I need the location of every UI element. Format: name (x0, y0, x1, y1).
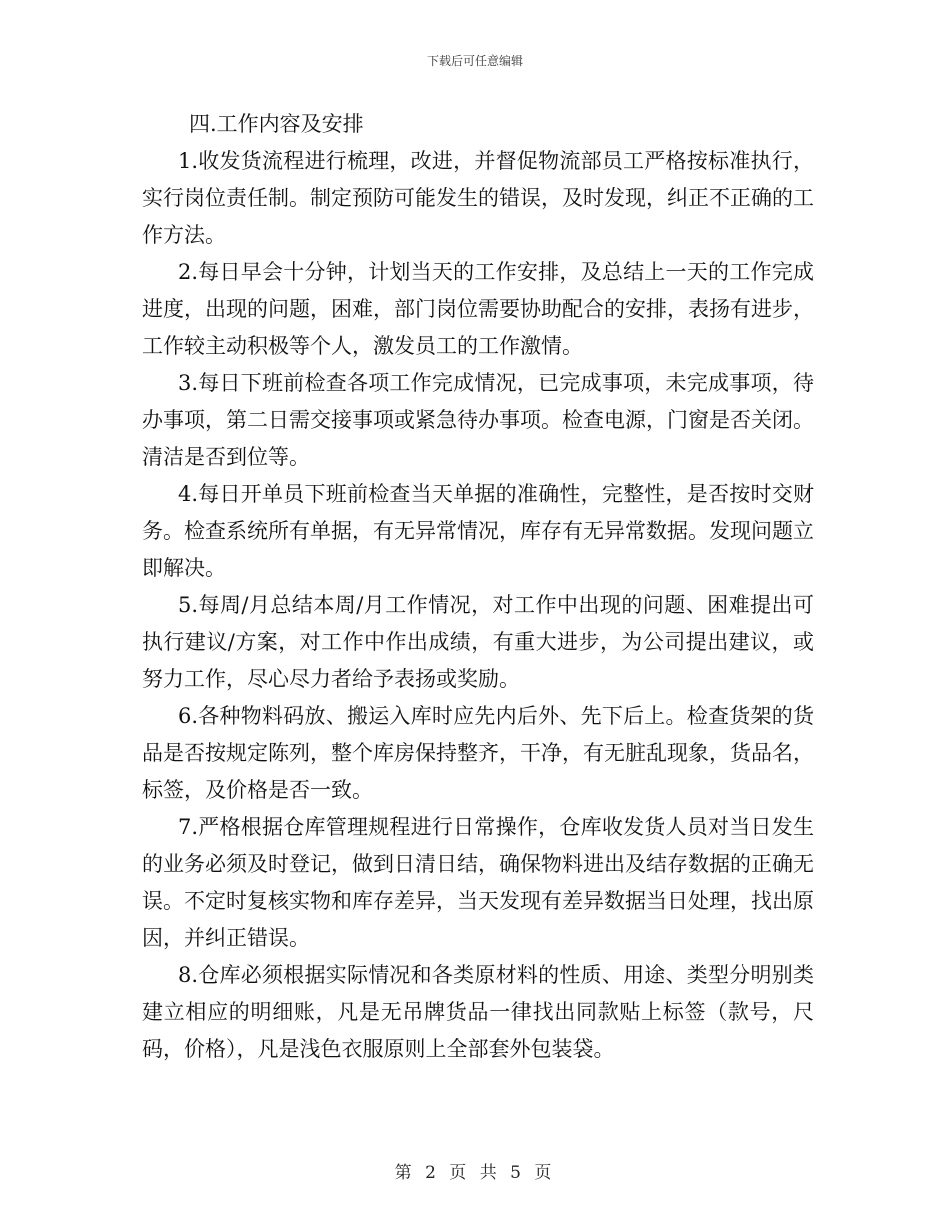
header-note: 下载后可任意编辑 (426, 54, 523, 68)
document-body (142, 106, 814, 1068)
section-title: 四.工作内容及安排 (189, 112, 364, 136)
paragraph-3: 3.每日下班前检查各项工作完成情况，已完成事项，未完成事项，待办事项，第二日需交接事项或紧急待办事项。检查电源，门窗是否关闭。清洁是否到位等。 (142, 371, 814, 469)
paragraph-1: 1.收发货流程进行梳理，改进，并督促物流部员工严格按标准执行，实行岗位责任制。制定预防可能发生的错误，及时发现，纠正不正确的工作方法。 (142, 149, 814, 247)
page-number-footer: 第 2 页 共 5 页 (394, 1163, 556, 1183)
paragraph-8: 8.仓库必须根据实际情况和各类原材料的性质、用途、类型分明别类建立相应的明细账，凡是无吊牌货品一律找出同款贴上标签（款号，尺码，价格），凡是浅色衣服原则上全部套外包装袋。 (142, 963, 814, 1061)
paragraph-7: 7.严格根据仓库管理规程进行日常操作，仓库收发货人员对当日发生的业务必须及时登记，做到日清日结，确保物料进出及结存数据的正确无误。不定时复核实物和库存差异，当天发现有差异数据当日处理，找出原因，并纠正错误。 (142, 815, 814, 950)
paragraph-4: 4.每日开单员下班前检查当天单据的准确性，完整性，是否按时交财务。检查系统所有单据，有无异常情况，库存有无异常数据。发现问题立即解决。 (142, 482, 814, 580)
paragraph-2: 2.每日早会十分钟，计划当天的工作安排，及总结上一天的工作完成进度，出现的问题，困难，部门岗位需要协助配合的安排，表扬有进步，工作较主动积极等个人，激发员工的工作激情。 (142, 260, 814, 358)
paragraph-5: 5.每周/月总结本周/月工作情况，对工作中出现的问题、困难提出可执行建议/方案，对工作中作出成绩，有重大进步，为公司提出建议，或努力工作，尽心尽力者给予表扬或奖励。 (142, 593, 814, 691)
paragraph-6: 6.各种物料码放、搬运入库时应先内后外、先下后上。检查货架的货品是否按规定陈列，整个库房保持整齐，干净，有无脏乱现象，货品名，标签，及价格是否一致。 (142, 704, 814, 802)
